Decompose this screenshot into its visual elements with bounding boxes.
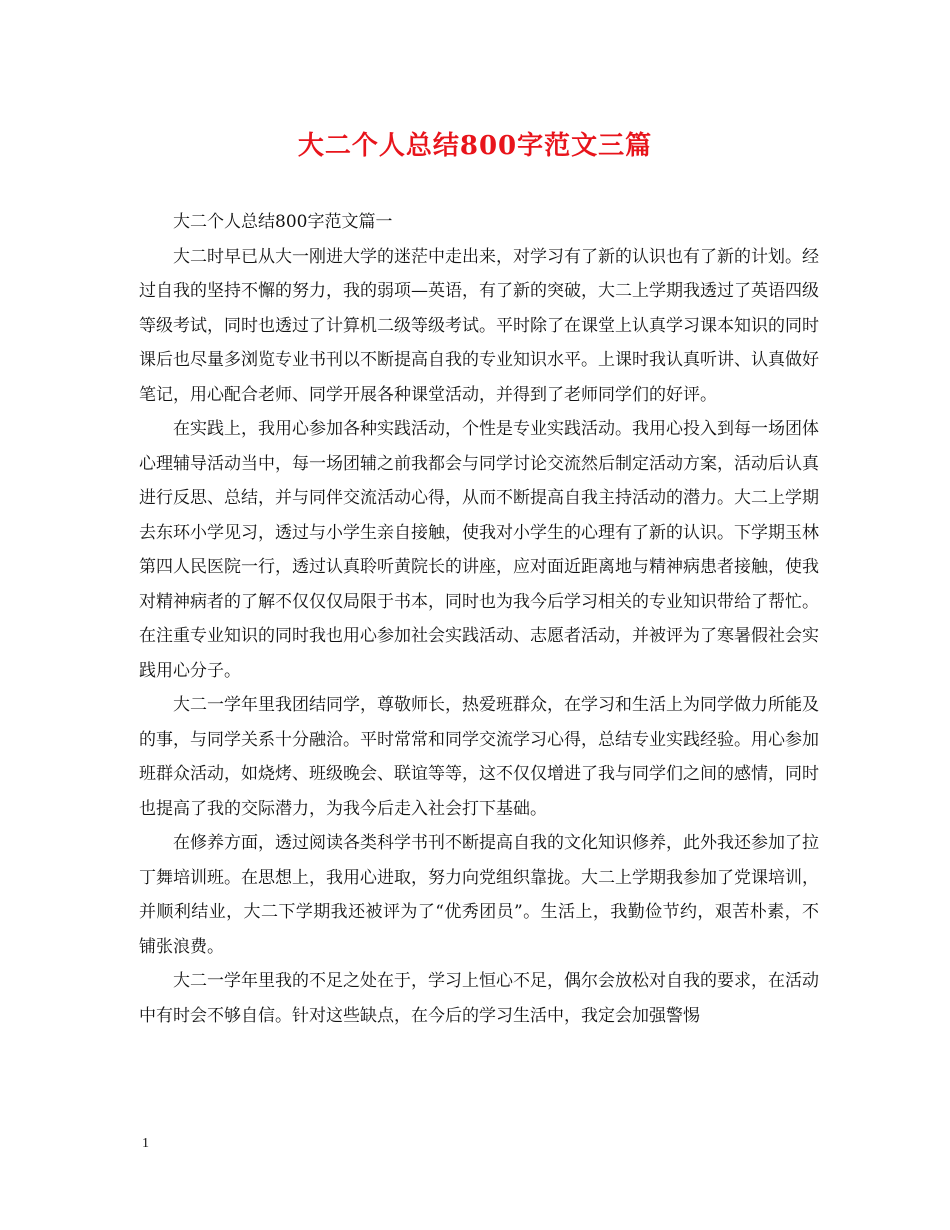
paragraph: 在修养方面，透过阅读各类科学书刊不断提高自我的文化知识修养，此外我还参加了拉丁舞培训班。在思想上，我用心进取，努力向党组织靠拢。大二上学期我参加了党课培训，并顺利结业，大二下学期我还被评为了“优秀团员”。生活上，我勤俭节约，艰苦朴素，不铺张浪费。 bbox=[139, 833, 819, 957]
paragraph: 大二一学年里我的不足之处在于，学习上恒心不足，偶尔会放松对自我的要求，在活动中有时会不够自信。针对这些缺点，在今后的学习生活中，我定会加强警惕 bbox=[139, 971, 819, 1026]
paragraph: 在实践上，我用心参加各种实践活动，个性是专业实践活动。我用心投入到每一场团体心理辅导活动当中，每一场团辅之前我都会与同学讨论交流然后制定活动方案，活动后认真进行反思、总结，并与同伴交流活动心得，从而不断提高自我主持活动的潜力。大二上学期去东环小学见习，透过与小学生亲自接触，使我对小学生的心理有了新的认识。下学期玉林第四人民医院一行，透过认真聆听黄院长的讲座，应对面近距离地与精神病患者接触，使我对精神病者的了解不仅仅仅局限于书本，同时也为我今后学习相关的专业知识带给了帮忙。在注重专业知识的同时我也用心参加社会实践活动、志愿者活动，并被评为了寒暑假社会实践用心分子。 bbox=[139, 419, 819, 681]
section-heading: 大二个人总结800字范文篇一 bbox=[173, 212, 393, 232]
paragraph: 大二时早已从大一刚进大学的迷茫中走出来，对学习有了新的认识也有了新的计划。经过自我的坚持不懈的努力，我的弱项—英语，有了新的突破，大二上学期我透过了英语四级等级考试，同时也透过了计算机二级等级考试。平时除了在课堂上认真学习课本知识的同时课后也尽量多浏览专业书刊以不断提高自我的专业知识水平。上课时我认真听讲、认真做好笔记，用心配合老师、同学开展各种课堂活动，并得到了老师同学们的好评。 bbox=[139, 246, 819, 405]
document-body bbox=[139, 205, 819, 1033]
page-number: 1 bbox=[142, 1136, 149, 1151]
document-title: 大二个人总结800字范文三篇 bbox=[297, 131, 653, 161]
paragraph: 大二一学年里我团结同学，尊敬师长，热爱班群众，在学习和生活上为同学做力所能及的事，与同学关系十分融洽。平时常常和同学交流学习心得，总结专业实践经验。用心参加班群众活动，如烧烤、班级晚会、联谊等等，这不仅仅增进了我与同学们之间的感情，同时也提高了我的交际潜力，为我今后走入社会打下基础。 bbox=[139, 695, 819, 819]
